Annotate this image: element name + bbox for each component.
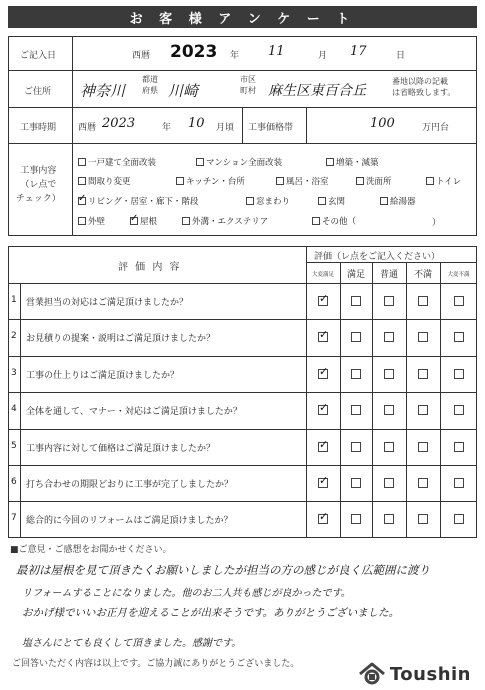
period-month-unit: 月頃 — [216, 123, 235, 133]
rating-checkbox[interactable] — [384, 296, 394, 306]
content-option-label: 外壁 — [88, 217, 106, 227]
rating-checkbox[interactable] — [318, 296, 328, 306]
content-option[interactable] — [78, 195, 198, 207]
rating-checkbox[interactable] — [351, 442, 361, 452]
rating-header: 評価（レ点をご記入ください） — [314, 252, 441, 262]
rating-checkbox[interactable] — [454, 332, 464, 342]
opinion-line: リフォームすることになりました。他のお二人共も感じが良かったです。 — [22, 588, 351, 599]
checkbox[interactable] — [176, 177, 184, 185]
content-option[interactable] — [176, 175, 245, 187]
period-label: 工事時期 — [20, 123, 57, 133]
question-text: 工事の仕上りはご満足頂けましたか？ — [26, 370, 180, 381]
rating-checkbox[interactable] — [318, 369, 328, 379]
checkbox[interactable] — [380, 197, 388, 205]
rating-checkbox[interactable] — [454, 405, 464, 415]
price-unit: 万円台 — [422, 123, 450, 133]
rating-checkbox[interactable] — [351, 332, 361, 342]
address-city: 川崎 — [168, 82, 199, 100]
checkbox[interactable] — [78, 217, 86, 225]
opinion-line: 塩さんにとても良くして頂きました。感謝です。 — [22, 638, 242, 649]
content-option[interactable] — [326, 156, 379, 168]
rating-checkbox[interactable] — [351, 405, 361, 415]
question-number: 5 — [11, 440, 17, 451]
question-number: 7 — [11, 513, 17, 524]
rating-checkbox[interactable] — [318, 332, 328, 342]
content-option-label: 風呂・浴室 — [286, 177, 329, 187]
entry-month: 11 — [268, 44, 285, 59]
month-unit: 月 — [318, 51, 328, 61]
year-unit: 年 — [230, 51, 240, 61]
rating-checkbox[interactable] — [384, 332, 394, 342]
pref-kind: 都道 府県 — [142, 75, 158, 95]
checkbox[interactable] — [318, 197, 326, 205]
rating-checkbox[interactable] — [418, 514, 428, 524]
rating-checkbox[interactable] — [418, 332, 428, 342]
period-year: 2023 — [102, 116, 136, 131]
entry-era: 西暦 — [132, 51, 151, 61]
rating-checkbox[interactable] — [384, 478, 394, 488]
content-option-label: 外溝・エクステリア — [192, 217, 269, 227]
brand-name: Toushin — [389, 663, 471, 685]
rating-checkbox[interactable] — [454, 478, 464, 488]
content-option[interactable] — [276, 175, 329, 187]
period-month: 10 — [188, 116, 205, 131]
content-option[interactable] — [356, 175, 392, 187]
content-option[interactable] — [312, 215, 356, 227]
day-unit: 日 — [396, 51, 406, 61]
rating-checkbox[interactable] — [318, 514, 328, 524]
checkbox[interactable] — [246, 197, 254, 205]
content-option-label: 一戸建て全面改装 — [88, 158, 157, 168]
rating-checkbox[interactable] — [418, 405, 428, 415]
address-label: ご住所 — [24, 87, 52, 97]
entry-year: 2023 — [170, 42, 218, 62]
content-option-label: トイレ — [436, 177, 462, 187]
question-text: 打ち合わせの期限どおりに工事が完了しましたか？ — [26, 480, 234, 490]
content-option-label: 屋根 — [140, 217, 158, 227]
content-option[interactable] — [78, 156, 156, 168]
content-label: 工事内容 （レ点で チェック） — [16, 166, 61, 204]
content-option[interactable] — [196, 156, 282, 168]
content-option[interactable] — [246, 195, 290, 207]
rating-checkbox[interactable] — [351, 514, 361, 524]
content-option-label: 窓まわり — [256, 197, 291, 207]
rating-checkbox[interactable] — [454, 442, 464, 452]
rating-checkbox[interactable] — [454, 296, 464, 306]
question-text: お見積りの提案・説明はご満足頂けましたか？ — [26, 334, 216, 345]
rating-checkbox[interactable] — [418, 296, 428, 306]
content-option-label: その他（ — [322, 217, 357, 227]
entry-date-label: ご記入日 — [20, 51, 57, 61]
checkbox[interactable] — [426, 177, 434, 185]
content-option[interactable] — [318, 195, 345, 207]
rating-checkbox[interactable] — [418, 478, 428, 488]
rating-checkbox[interactable] — [351, 296, 361, 306]
survey-title: お 客 様 ア ン ケ ー ト — [8, 6, 477, 28]
question-text: 総合的に今回のリフォームはご満足頂けましたか？ — [26, 516, 233, 527]
house-logo-icon — [358, 662, 386, 686]
checkbox[interactable] — [78, 197, 86, 205]
brand-logo — [358, 662, 471, 686]
checkbox[interactable] — [130, 217, 138, 225]
price-label: 工事価格帯 — [248, 123, 294, 133]
content-option-label: 間取り変更 — [88, 177, 131, 187]
rating-checkbox[interactable] — [318, 442, 328, 452]
address-pref: 神奈川 — [80, 82, 126, 100]
rating-checkbox[interactable] — [454, 369, 464, 379]
checkbox[interactable] — [312, 217, 320, 225]
grade-header: 大変不満 — [447, 272, 470, 278]
price-value: 100 — [370, 116, 395, 131]
content-option-label: 増築・減築 — [336, 158, 379, 168]
checkbox[interactable] — [78, 177, 86, 185]
rating-checkbox[interactable] — [351, 478, 361, 488]
ward-kind: 市区 町村 — [240, 75, 256, 95]
content-option[interactable] — [130, 215, 157, 227]
question-number: 6 — [11, 477, 17, 487]
content-option[interactable] — [78, 215, 105, 227]
content-option-label: キッチン・台所 — [186, 177, 245, 187]
period-era: 西暦 — [78, 123, 97, 133]
rating-checkbox[interactable] — [384, 514, 394, 524]
question-text: 工事内容に対して価格はご満足頂けましたか？ — [26, 443, 216, 454]
content-option[interactable] — [182, 215, 268, 227]
grade-header: 大変満足 — [311, 272, 334, 278]
rating-checkbox[interactable] — [454, 514, 464, 524]
content-option[interactable] — [380, 195, 416, 207]
question-number: 2 — [11, 331, 17, 342]
rating-checkbox[interactable] — [384, 405, 394, 415]
content-option[interactable] — [426, 175, 461, 187]
question-number: 3 — [11, 367, 17, 378]
grade-header: 普通 — [379, 270, 398, 280]
rating-checkbox[interactable] — [384, 442, 394, 452]
period-year-unit: 年 — [162, 123, 172, 133]
rating-checkbox[interactable] — [418, 442, 428, 452]
rating-checkbox[interactable] — [318, 478, 328, 488]
content-option[interactable] — [78, 175, 131, 187]
checkbox[interactable] — [196, 158, 204, 166]
opinion-line: 最初は屋根を見て頂きたくお願いしましたが担当の方の感じが良く広範囲に渡り — [16, 563, 430, 577]
content-option-label: 洗面所 — [366, 177, 392, 187]
opinion-label: ■ご意見・ご感想をお聞かせください。 — [10, 545, 172, 555]
rating-checkbox[interactable] — [384, 369, 394, 379]
footer-text: ご回答いただく内容は以上です。ご協力誠にありがとうございました。 — [12, 659, 300, 669]
question-number: 1 — [11, 295, 17, 305]
rating-checkbox[interactable] — [318, 405, 328, 415]
question-text: 営業担当の対応はご満足頂けましたか？ — [26, 298, 189, 308]
address-note: 番地以降の記載 は省略致します。 — [392, 77, 456, 97]
entry-day: 17 — [350, 44, 367, 59]
content-option-label: リビング・居室・廊下・階段 — [88, 197, 199, 207]
question-text: 全体を通して、マナー・対応はご満足頂けましたか？ — [26, 407, 242, 418]
grade-header: 満足 — [346, 270, 365, 280]
checkbox[interactable] — [182, 217, 190, 225]
eval-header: 評 価 内 容 — [118, 262, 182, 273]
content-other-close: ） — [432, 218, 442, 228]
rating-checkbox[interactable] — [351, 369, 361, 379]
content-option-label: マンション全面改装 — [206, 158, 283, 168]
grade-header: 不満 — [413, 270, 432, 280]
address-town: 麻生区東百合丘 — [268, 83, 366, 99]
question-number: 4 — [11, 404, 17, 415]
checkbox[interactable] — [356, 177, 364, 185]
checkbox[interactable] — [326, 158, 334, 166]
rating-checkbox[interactable] — [418, 369, 428, 379]
checkbox[interactable] — [78, 158, 86, 166]
content-option-label: 給湯器 — [390, 197, 416, 207]
content-option-label: 玄関 — [328, 197, 346, 207]
opinion-line: おかげ様でいいお正月を迎えることが出来そうです。ありがとうございました。 — [22, 607, 400, 619]
checkbox[interactable] — [276, 177, 284, 185]
